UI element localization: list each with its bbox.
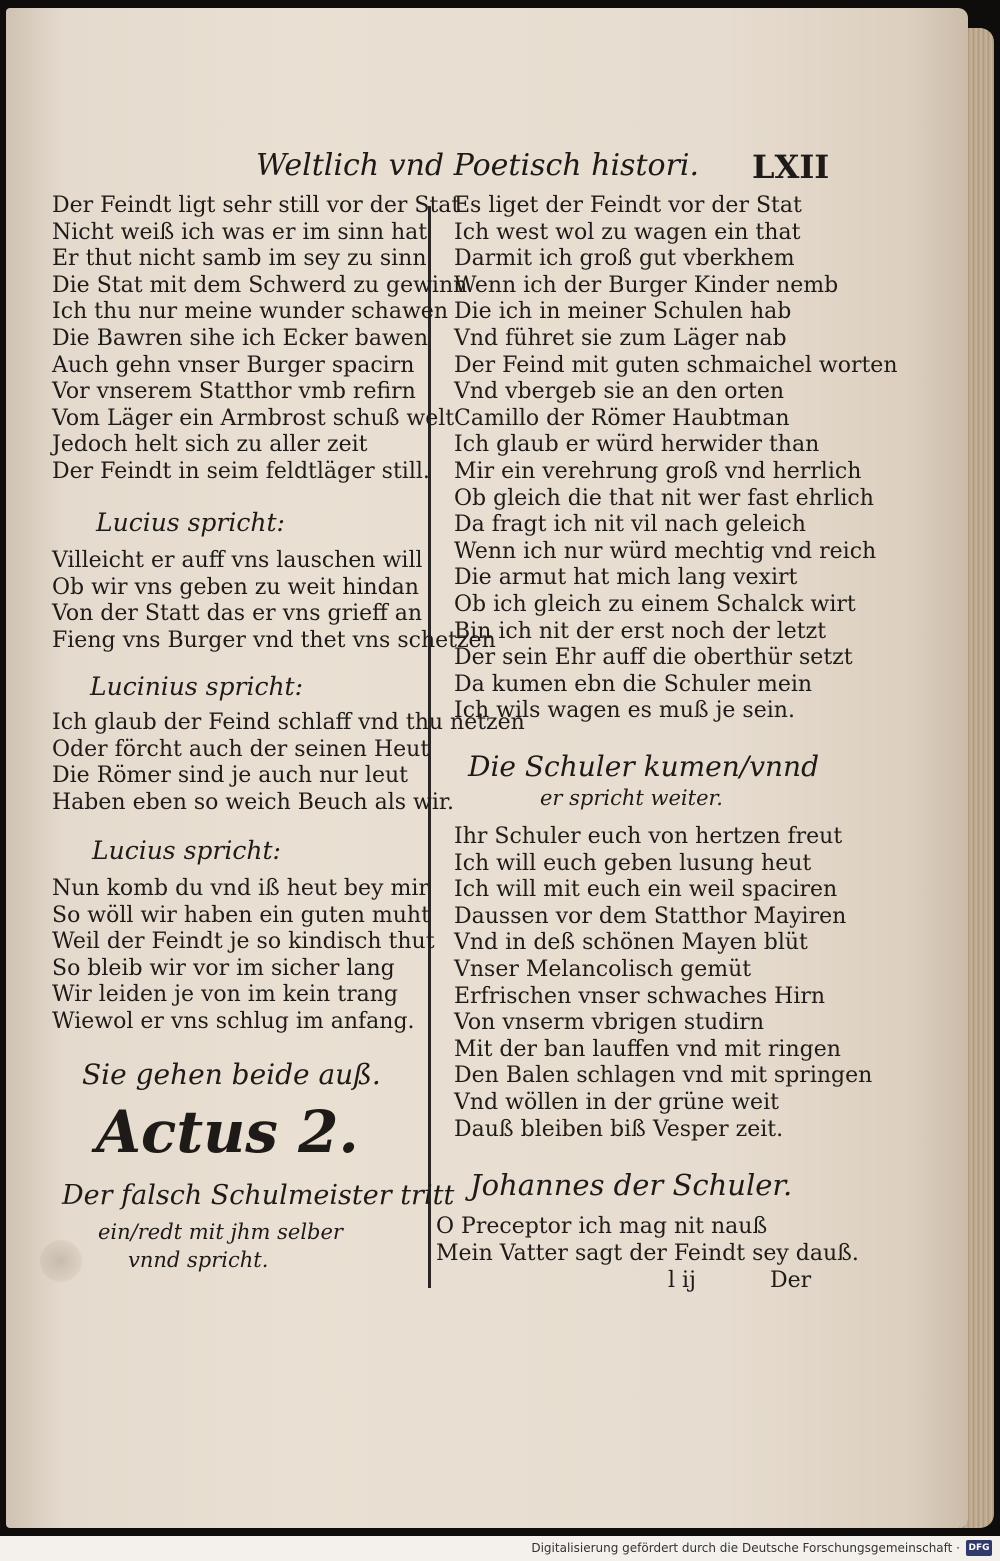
page-stain	[40, 1240, 82, 1282]
stage-direction-schuler-2: er spricht weiter.	[540, 786, 723, 810]
left-verse-line: Der Feindt ligt sehr still vor der Stat	[52, 193, 461, 218]
left-verse-line: Weil der Feindt je so kindisch thut	[52, 929, 435, 955]
left-verse-line: Von der Statt das er vns grieff an	[52, 601, 423, 627]
left-verse-line: Wiewol er vns schlug im anfang.	[52, 1008, 415, 1034]
right-verse-line: Dauß bleiben biß Vesper zeit.	[454, 1116, 784, 1142]
right-verse-line: Vnd wöllen in der grüne weit	[454, 1089, 779, 1115]
dfg-logo: DFG	[966, 1540, 992, 1556]
left-column	[52, 193, 468, 486]
left-verse-block-c	[52, 710, 525, 816]
left-verse-block-d-wrap	[52, 876, 435, 1036]
right-verse-line: Vnd vbergeb sie an den orten	[454, 379, 785, 405]
right-verse-line: Daussen vor dem Statthor Mayiren	[454, 903, 847, 929]
speaker-lucius-2: Lucius spricht:	[92, 836, 281, 865]
catchword: Der	[770, 1268, 812, 1293]
right-verse-line: Ich will euch geben lusung heut	[454, 850, 812, 876]
right-verse-line: Der sein Ehr auff die oberthür setzt	[454, 645, 853, 671]
left-verse-line: Nun komb du vnd iß heut bey mir	[52, 876, 429, 901]
right-verse-line: Von vnserm vbrigen studirn	[454, 1010, 764, 1036]
right-verse-line: Die ich in meiner Schulen hab	[454, 299, 792, 325]
right-verse-line: Erfrischen vnser schwaches Hirn	[454, 983, 826, 1009]
left-verse-line: Haben eben so weich Beuch als wir.	[52, 789, 454, 815]
stage-direction-schuler-1: Die Schuler kumen/vnnd	[468, 750, 820, 783]
right-verse-block-b-wrap	[454, 824, 873, 1143]
left-verse-line: Ob wir vns geben zu weit hindan	[52, 574, 419, 600]
right-verse-line: Ob ich gleich zu einem Schalck wirt	[454, 591, 856, 617]
right-verse-line: Vnser Melancolisch gemüt	[454, 956, 752, 982]
left-verse-line: Villeicht er auff vns lauschen will	[52, 548, 423, 573]
right-verse-line: O Preceptor ich mag nit nauß	[436, 1214, 768, 1239]
left-verse-line: Die Römer sind je auch nur leut	[52, 763, 408, 789]
right-verse-line: Mir ein verehrung groß vnd herrlich	[454, 458, 862, 484]
speaker-johannes: Johannes der Schuler.	[470, 1168, 793, 1202]
right-verse-line: Die armut hat mich lang vexirt	[454, 565, 798, 591]
folio-number: LXII	[752, 148, 830, 186]
right-verse-line: Ob gleich die that nit wer fast ehrlich	[454, 485, 874, 511]
footer-bar	[0, 1536, 1000, 1561]
left-verse-line: Fieng vns Burger vnd thet vns schetzen	[52, 627, 496, 653]
right-verse-line: Ich will mit euch ein weil spaciren	[454, 877, 838, 903]
left-verse-line: Die Stat mit dem Schwerd zu gewinn	[52, 272, 468, 298]
stage-direction-line-3: vnnd spricht.	[128, 1248, 269, 1272]
speaker-lucius-1: Lucius spricht:	[96, 508, 285, 537]
left-verse-line: Auch gehn vnser Burger spacirn	[52, 352, 415, 378]
right-column	[454, 193, 898, 725]
left-verse-line: Ich thu nur meine wunder schawen	[52, 299, 448, 325]
right-verse-line: Mein Vatter sagt der Feindt sey dauß.	[436, 1240, 859, 1266]
left-verse-line: Er thut nicht samb im sey zu sinn	[52, 246, 427, 272]
act-heading: Actus 2.	[96, 1098, 359, 1166]
left-verse-line: So wöll wir haben ein guten muht	[52, 902, 430, 928]
right-verse-line: Da fragt ich nit vil nach geleich	[454, 512, 806, 538]
left-verse-block-a	[52, 193, 468, 486]
right-verse-line: Wenn ich nur würd mechtig vnd reich	[454, 538, 877, 564]
right-verse-line: Ihr Schuler euch von hertzen freut	[454, 824, 843, 849]
right-verse-line: Es liget der Feindt vor der Stat	[454, 193, 802, 218]
right-verse-line: Vnd in deß schönen Mayen blüt	[454, 930, 808, 956]
left-verse-line: Wir leiden je von im kein trang	[52, 982, 398, 1008]
left-verse-line: So bleib wir vor im sicher lang	[52, 955, 395, 981]
left-verse-line: Der Feindt in seim feldtläger still.	[52, 458, 430, 484]
right-verse-line: Ich west wol zu wagen ein that	[454, 219, 801, 245]
left-verse-line: Vor vnserem Statthor vmb refirn	[52, 379, 416, 405]
right-verse-block-a	[454, 193, 898, 725]
right-verse-line: Da kumen ebn die Schuler mein	[454, 671, 813, 697]
right-verse-line: Mit der ban lauffen vnd mit ringen	[454, 1036, 841, 1062]
left-verse-block-b-wrap	[52, 548, 496, 654]
stage-direction-line-1: Der falsch Schulmeister tritt	[62, 1180, 455, 1211]
left-verse-line: Die Bawren sihe ich Ecker bawen	[52, 325, 428, 351]
right-verse-line: Darmit ich groß gut vberkhem	[454, 246, 795, 272]
funding-note: Digitalisierung gefördert durch die Deutsche Forschungsgemeinschaft ·	[531, 1541, 960, 1555]
right-verse-block-c	[436, 1214, 859, 1267]
left-verse-line: Jedoch helt sich zu aller zeit	[52, 432, 368, 458]
right-verse-line: Ich glaub er würd herwider than	[454, 432, 820, 458]
left-verse-block-b	[52, 548, 496, 654]
left-verse-block-c-wrap	[52, 710, 525, 816]
stage-direction-exit: Sie gehen beide auß.	[82, 1058, 381, 1091]
signature-mark: l ij	[668, 1268, 696, 1293]
left-verse-line: Oder förcht auch der seinen Heut	[52, 736, 430, 762]
left-verse-block-d	[52, 876, 435, 1036]
running-head: Weltlich vnd Poetisch histori.	[256, 148, 700, 183]
left-verse-line: Ich glaub der Feind schlaff vnd thu netzen	[52, 710, 525, 735]
right-verse-line: Bin ich nit der erst noch der letzt	[454, 618, 827, 644]
speaker-lucinius: Lucinius spricht:	[90, 672, 304, 701]
right-verse-line: Den Balen schlagen vnd mit springen	[454, 1063, 873, 1089]
right-verse-line: Vnd führet sie zum Läger nab	[454, 325, 787, 351]
stage-direction-line-2: ein/redt mit jhm selber	[98, 1220, 343, 1244]
right-verse-line: Ich wils wagen es muß je sein.	[454, 698, 795, 724]
left-verse-line: Vom Läger ein Armbrost schuß welt	[52, 405, 455, 431]
right-verse-block-b	[454, 824, 873, 1143]
right-verse-block-c-wrap	[436, 1214, 859, 1267]
right-verse-line: Wenn ich der Burger Kinder nemb	[454, 272, 839, 298]
right-verse-line: Camillo der Römer Haubtman	[454, 405, 790, 431]
right-verse-line: Der Feind mit guten schmaichel worten	[454, 352, 898, 378]
left-verse-line: Nicht weiß ich was er im sinn hat	[52, 219, 428, 245]
